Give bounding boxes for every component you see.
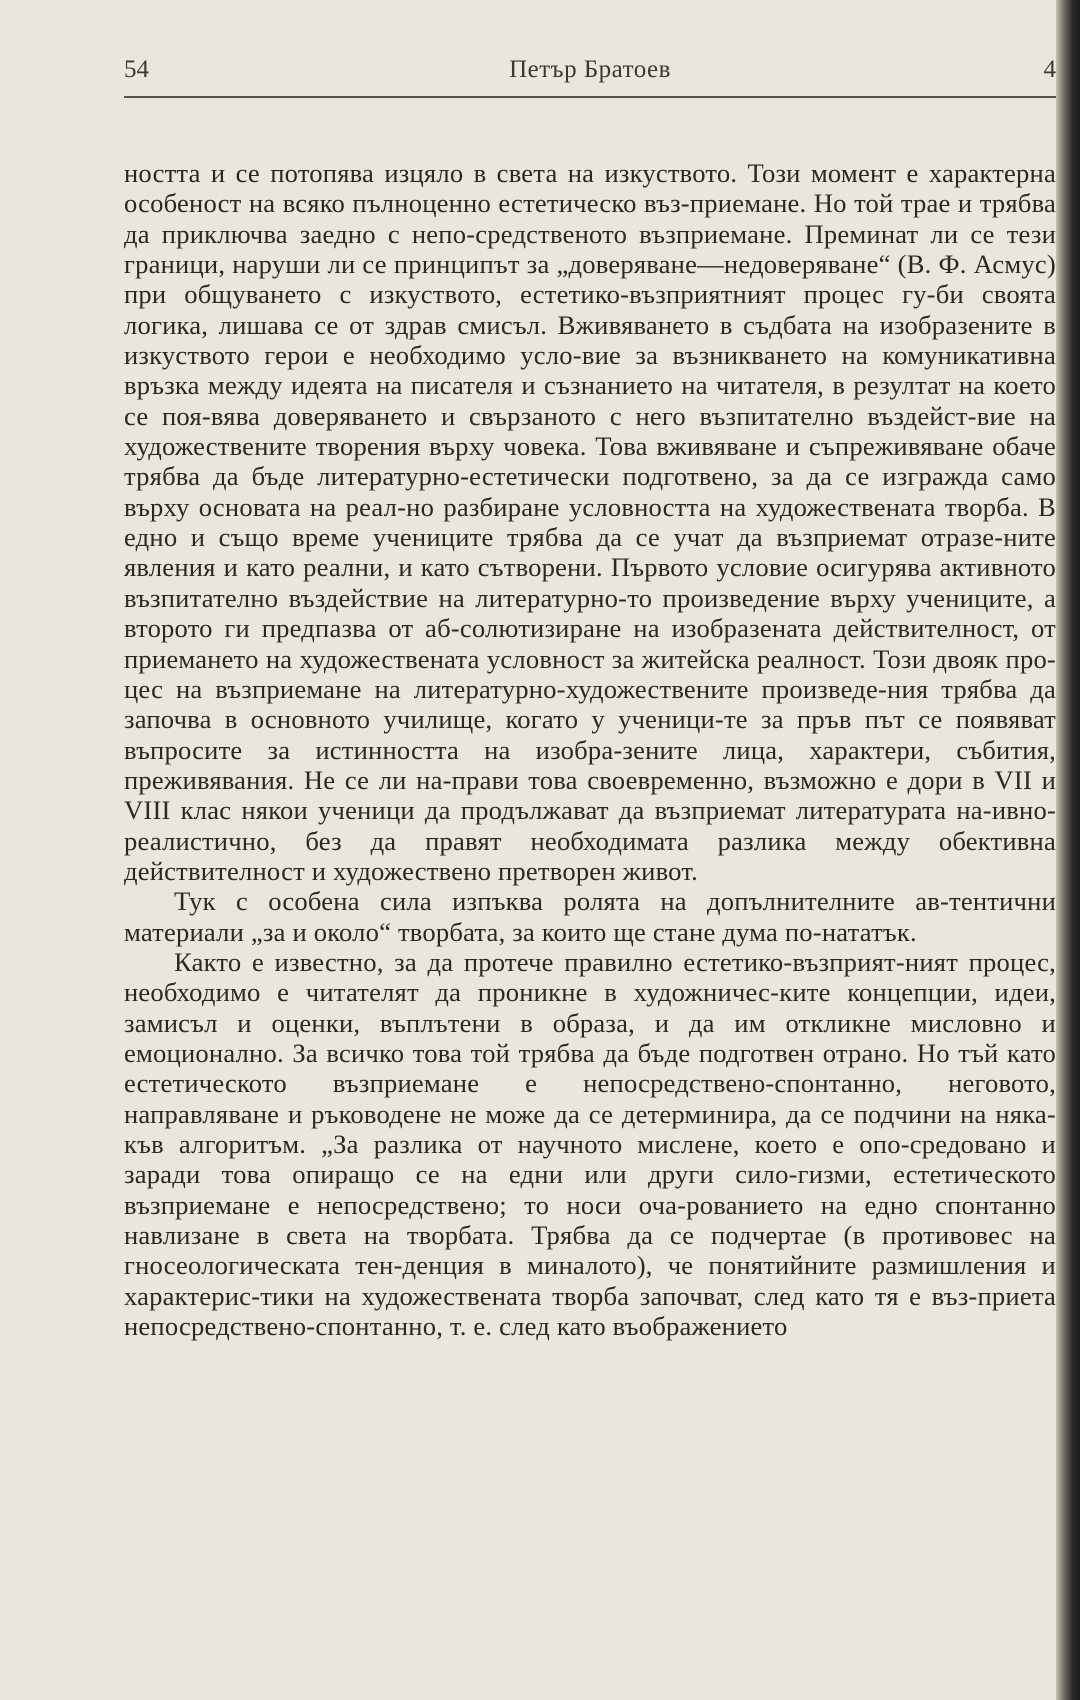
book-spine-edge [1056,0,1080,1700]
running-title: Петър Братоев [509,56,671,83]
paragraph: Тук с особена сила изпъква ролята на допълнителните ав-тентични материали „за и около“ творбата, за които ще стане дума по-нататък. [124,886,1056,947]
chapter-number: 4 [1043,56,1056,83]
header-rule [124,96,1056,98]
paragraph: Както е известно, за да протече правилно естетико-възприят-ният процес, необходимо е читателят да проникне в художничес-ките концепции, идеи, замисъл и оценки, въплътени в образа, и да им откликне мисловно и емоционално. За всичко това той трябва да бъде подготвен отрано. Но тъй като естетическото възприемане е непосредствено-спонтанно, неговото, направляване и ръководене не може да се детерминира, да се подчини на няка-къв алгоритъм. „За разлика от научното мислене, което е опо-средовано и заради това опиращо се на едни или други сило-гизми, естетическото възприемане е непосредствено; то носи оча-рованието на едно спонтанно навлизане в света на творбата. Трябва да се подчертае (в противовес на гносеологическата тен-денция в миналото), че понятийните размишления и характерис-тики на художествената творба започват, след като тя е въз-приета непосредствено-спонтанно, т. е. след като въображението [124,946,1056,1342]
page-number: 54 [124,56,149,83]
paragraph: ността и се потопява изцяло в света на изкуството. Този момент е характерна особеност на всяко пълноценно естетическо въз-приемане. Но той трае и трябва да приключва заедно с непо-средственото възприемане. Преминат ли се тези граници, наруши ли се принципът за „доверяване—недоверяване“ (В. Ф. Асмус) при общуването с изкуството, естетико-възприятният процес гу-би своята логика, лишава се от здрав смисъл. Вживяването в съдбата на изобразените в изкуството герои е необходимо усло-вие за възникването на комуникативна връзка между идеята на писателя и съзнанието на читателя, в резултат на което се поя-вява доверяването и свързаното с него възпитателно въздейст-вие на художествените творения върху човека. Това вживяване и съпреживяване обаче трябва да бъде литературно-естетически подготвено, за да се изгражда само върху основата на реал-но разбиране условността на художествената творба. В едно и също време учениците трябва да се учат да възприемат отразе-ните явления и като реални, и като сътворени. Първото условие осигурява активното възпитателно въздействие на литературно-то произведение върху учениците, а второто ги предпазва от аб-солютизиране на изобразената действителност, от приемането на художествената условност за житейска реалност. Този двояк про-цес на възприемане на литературно-художествените произведе-ния трябва да започва в основното училище, когато у ученици-те за пръв път се появяват въпросите за истинността на изобра-зените лица, характери, събития, преживявания. Не се ли на-прави това своевременно, възможно е дори в VII и VIII клас някои ученици да продължават да възприемат литературата на-ивно-реалистично, без да правят необходимата разлика между обективна действителност и художествено претворен живот. [124,158,1056,886]
page-header [124,52,1056,92]
body-text [124,158,1056,1341]
